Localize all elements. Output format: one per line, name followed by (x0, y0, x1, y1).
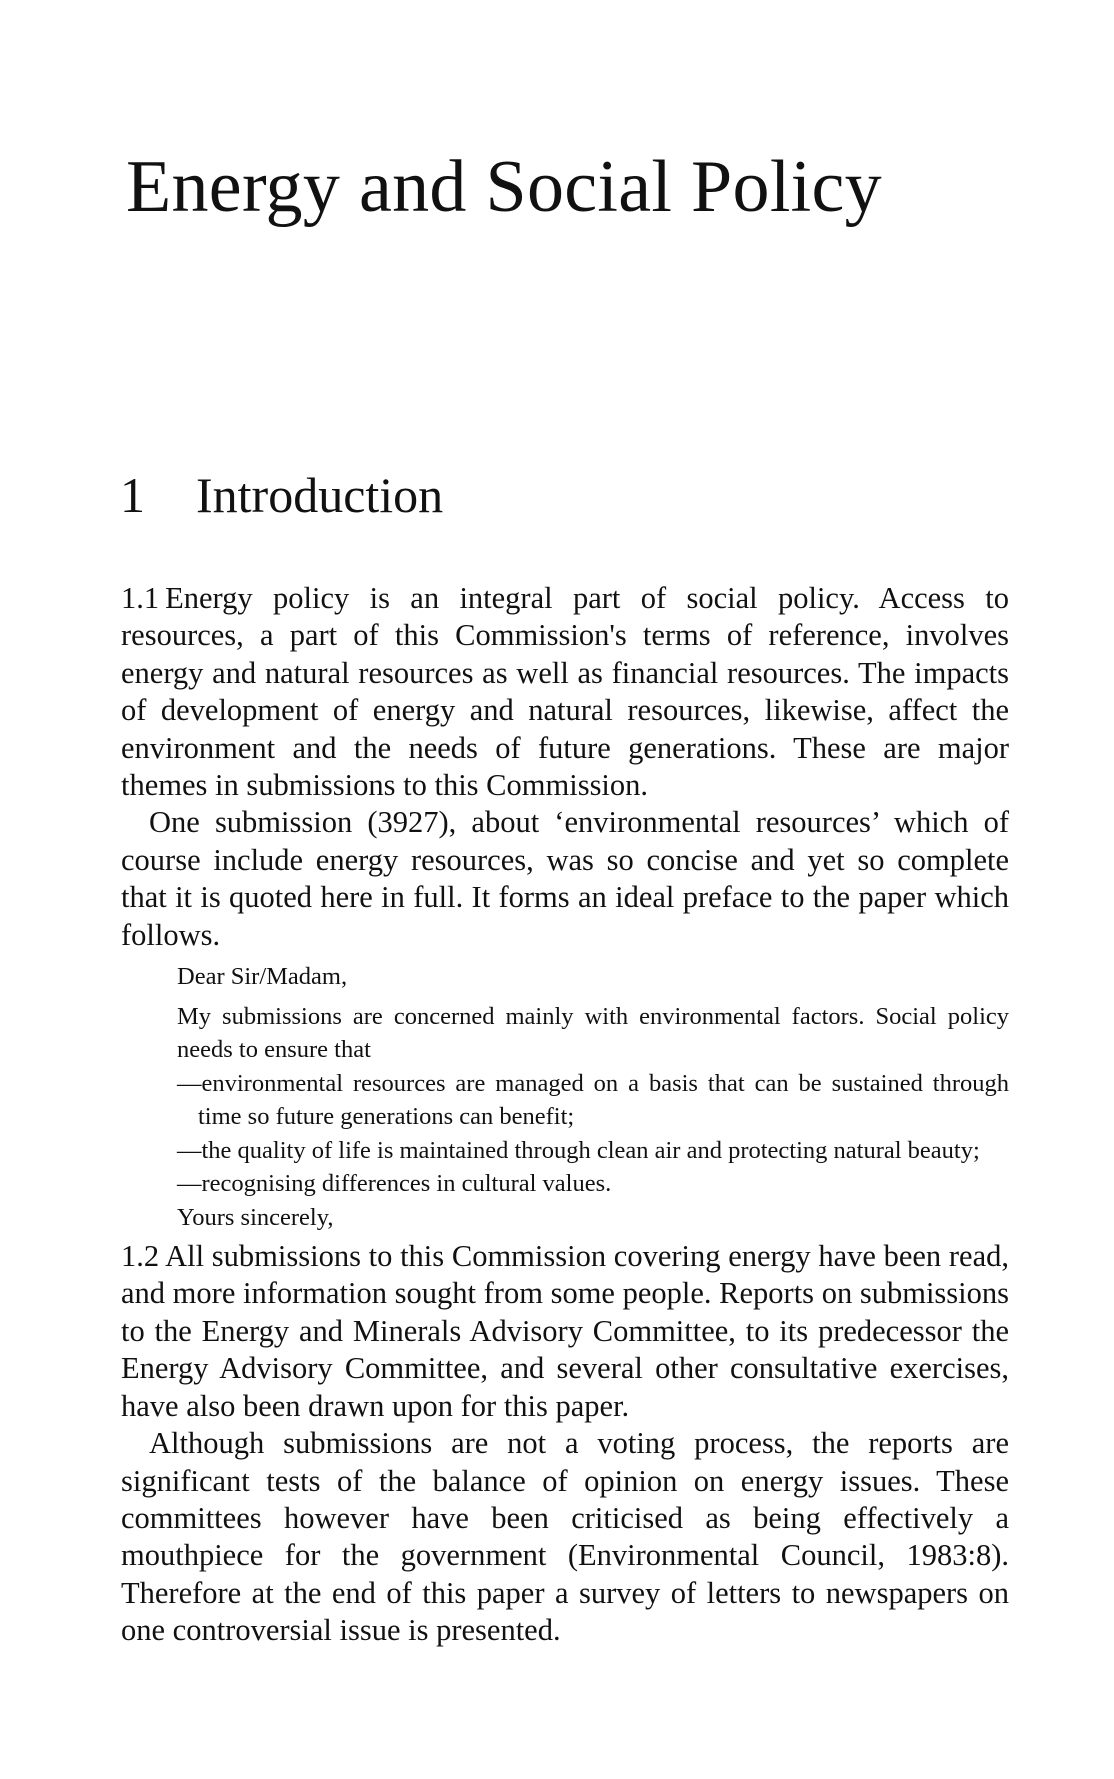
body-text (121, 580, 1009, 1650)
section-number: 1 (120, 467, 145, 523)
paragraph-text: All submissions to this Commission covering energy have been read, and more information sought from some people. Reports on submissions to the Energy and Minerals Advisory Committee, to its predecessor the Energy Advisory Committee, and several other consultative exercises, have also been drawn upon for this paper. (121, 1239, 1009, 1423)
section-heading (120, 467, 444, 523)
letter-list (177, 1067, 1009, 1201)
letter-list-item: —recognising differences in cultural values. (177, 1170, 612, 1198)
section-title: Introduction (196, 467, 444, 523)
paragraph-1-1 (121, 580, 1009, 804)
paragraph-1-2-continued: Although submissions are not a voting process, the reports are significant tests of the balance of opinion on energy issues. These committees however have been criticised as being effectively a mouthpiece for the government (Environmental Council, 1983:8). Therefore at the end of this paper a survey of letters to newspapers on one controversial issue is presented. (121, 1426, 1009, 1648)
quoted-submission-letter (177, 960, 1009, 1234)
paragraph-number: 1.1 (121, 581, 160, 615)
letter-list-item: —the quality of life is maintained through clean air and protecting natural beauty; (177, 1136, 980, 1164)
letter-closing: Yours sincerely, (177, 1203, 334, 1231)
paragraph-1-2 (121, 1238, 1009, 1425)
paragraph-text: Energy policy is an integral part of social policy. Access to resources, a part of this Commission's terms of reference, involves energy and natural resources as well as financial resources. The impacts of development of energy and natural resources, likewise, affect the environment and the needs of future generations. These are major themes in submissions to this Commission. (121, 581, 1009, 803)
letter-intro: My submissions are concerned mainly with environmental factors. Social policy needs to ensure that (177, 1002, 1009, 1064)
paragraph-1-1-continued: One submission (3927), about ‘environmental resources’ which of course include energy resources, was so concise and yet so complete that it is quoted here in full. It forms an ideal preface to the paper which follows. (121, 805, 1009, 952)
letter-salutation: Dear Sir/Madam, (177, 963, 348, 991)
document-title: Energy and Social Policy (126, 146, 882, 228)
letter-list-item: —environmental resources are managed on a basis that can be sustained through time so future generations can benefit; (177, 1069, 1009, 1131)
paragraph-number: 1.2 (121, 1239, 160, 1274)
